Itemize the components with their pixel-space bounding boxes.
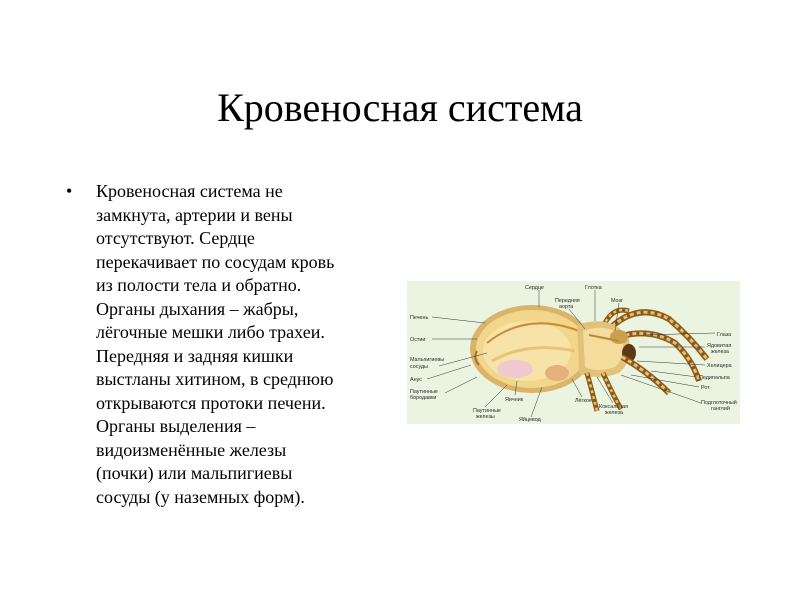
label-silk-glands-2: железы xyxy=(476,414,495,420)
label-oviduct: Яйцевод xyxy=(519,417,541,423)
text-line: сосуды (у наземных форм). xyxy=(96,486,305,507)
spider-cephalothorax xyxy=(577,321,636,377)
text-line: перекачивает по сосудам кровь xyxy=(96,251,335,272)
label-subpharyngeal-ganglion-2: ганглий xyxy=(711,406,730,412)
bullet-text xyxy=(96,180,396,509)
text-line: (почки) или мальпигиевы xyxy=(96,463,293,483)
text-line: из полости тела и обратно. xyxy=(96,275,302,295)
text-line: Передняя и задняя кишки xyxy=(96,345,294,366)
text-line: отсутствуют. Сердце xyxy=(96,228,255,248)
label-venom-gland: Ядовитая xyxy=(707,343,732,349)
text-line: Органы дыхания – жабры, xyxy=(96,298,299,319)
label-spinnerets: Паутинные xyxy=(410,389,438,395)
spider-anatomy-figure xyxy=(407,281,740,424)
text-line: видоизменённые железы xyxy=(96,439,287,460)
label-chelicera: Хелицера xyxy=(707,363,732,369)
label-pedipalp: Педипальпа xyxy=(699,375,730,381)
label-brain: Мозг xyxy=(611,298,623,304)
label-silk-glands: Паутинные xyxy=(473,408,501,414)
label-eyes: Глаза xyxy=(717,332,732,338)
text-line: Органы выделения – xyxy=(96,416,256,436)
text-line: открываются протоки печени. xyxy=(96,392,326,413)
spider-abdomen xyxy=(470,305,594,393)
label-anterior-aorta-2: аорта xyxy=(559,304,574,310)
label-heart: Сердце xyxy=(525,285,544,291)
label-malpighian: Мальпигиевы xyxy=(410,357,445,363)
label-liver: Печень xyxy=(410,315,429,321)
label-coxal-gland: Коксальная xyxy=(599,404,629,410)
text-line: замкнута, артерии и вены xyxy=(96,204,293,225)
label-venom-gland-2: железа xyxy=(711,349,729,355)
text-line: лёгочные мешки либо трахеи. xyxy=(96,322,325,342)
label-ovary: Яичник xyxy=(505,397,524,403)
spider-anatomy-diagram xyxy=(407,281,740,424)
label-ostia: Остии xyxy=(410,337,426,343)
label-subpharyngeal-ganglion: Подглоточный xyxy=(701,400,737,406)
label-anus: Анус xyxy=(410,377,422,383)
text-line: Кровеносная система не xyxy=(96,181,283,201)
bullet-marker: • xyxy=(66,181,73,201)
text-line: выстланы хитином, в среднюю xyxy=(96,369,334,389)
label-lung: Лёгкое xyxy=(575,398,592,404)
label-pharynx: Глотка xyxy=(585,285,602,291)
label-anterior-aorta: Передняя xyxy=(555,298,580,304)
slide-title: Кровеносная система xyxy=(217,85,583,130)
label-spinnerets-2: бородавки xyxy=(410,395,437,401)
label-malpighian-2: сосуды xyxy=(410,364,428,370)
label-mouth: Рот xyxy=(701,385,710,391)
label-coxal-gland-2: железа xyxy=(605,410,623,416)
